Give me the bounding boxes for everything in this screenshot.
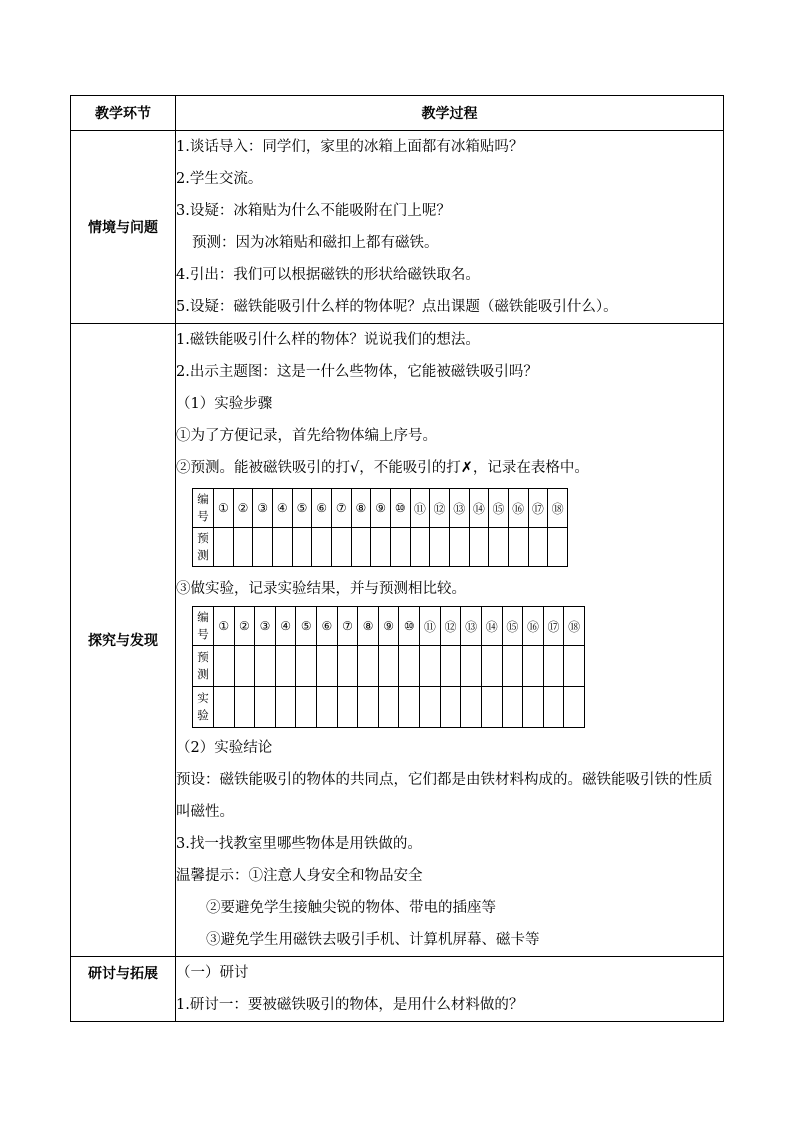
number-cell: ⑥ [317,607,338,646]
empty-cell [461,646,482,687]
text-line: ①为了方便记录，首先给物体编上序号。 [176,428,437,444]
empty-cell [358,646,379,687]
empty-cell [337,687,358,728]
number-cell: ④ [272,489,292,528]
text-line: ③避免学生用磁铁去吸引手机、计算机屏幕、磁卡等 [206,932,540,948]
empty-cell [214,646,235,687]
text-line: （一）研讨 [176,965,249,981]
empty-cell [234,646,255,687]
empty-cell [390,528,410,567]
empty-cell [489,528,509,567]
empty-cell [420,646,441,687]
empty-cell [253,528,273,567]
empty-cell [378,687,399,728]
number-cell: ⑨ [378,607,399,646]
number-cell: ⑩ [390,489,410,528]
empty-cell [399,646,420,687]
empty-cell [543,646,564,687]
number-cell: ⑮ [502,607,523,646]
section-content-explore [176,324,724,957]
section-name-explore: 探究与发现 [71,324,176,957]
empty-cell [255,687,276,728]
empty-cell [337,646,358,687]
empty-cell [233,528,253,567]
text-line: 1.谈话导入：同学们，家里的冰箱上面都有冰箱贴吗？ [176,139,524,155]
text-line: 3.设疑：冰箱贴为什么不能吸附在门上呢？ [176,203,451,219]
number-cell: ③ [255,607,276,646]
empty-cell [317,646,338,687]
number-cell: ⑱ [564,607,585,646]
empty-cell [378,646,399,687]
number-cell: ⑪ [420,607,441,646]
empty-cell [430,528,450,567]
empty-cell [275,687,296,728]
section-name-situation: 情境与问题 [71,131,176,324]
text-line: （1）实验步骤 [176,396,273,412]
table-row [193,607,585,646]
empty-cell [564,646,585,687]
header-process: 教学过程 [176,96,724,131]
row-label: 编号 [193,607,214,646]
number-cell: ⑤ [292,489,312,528]
text-line: ②预测。能被磁铁吸引的打√，不能吸引的打✗，记录在表格中。 [176,460,589,476]
text-line: 温馨提示：①注意人身安全和物品安全 [176,868,423,884]
empty-cell [543,687,564,728]
empty-cell [292,528,312,567]
empty-cell [461,687,482,728]
number-cell: ⑰ [528,489,548,528]
empty-cell [272,528,292,567]
number-cell: ⑯ [523,607,544,646]
number-cell: ⑮ [489,489,509,528]
number-cell: ④ [275,607,296,646]
number-cell: ⑪ [410,489,430,528]
number-cell: ⑱ [548,489,568,528]
text-line: ③做实验，记录实验结果，并与预测相比较。 [176,581,466,597]
row-label: 实验 [193,687,214,728]
number-cell: ⑭ [481,607,502,646]
text-line: ②要避免学生接触尖锐的物体、带电的插座等 [206,900,496,916]
empty-cell [508,528,528,567]
table-row [193,489,568,528]
empty-cell [399,687,420,728]
empty-cell [502,687,523,728]
number-cell: ③ [253,489,273,528]
text-line: 预测：因为冰箱贴和磁扣上都有磁铁。 [192,235,439,251]
text-line: 2.出示主题图：这是一什么些物体，它能被磁铁吸引吗？ [176,364,538,380]
empty-cell [449,528,469,567]
section-row-situation [71,131,724,324]
section-content-situation [176,131,724,324]
number-cell: ⑤ [296,607,317,646]
text-line: 5.设疑：磁铁能吸引什么样的物体呢？点出课题（磁铁能吸引什么）。 [176,299,618,315]
empty-cell [440,687,461,728]
number-cell: ⑫ [440,607,461,646]
number-cell: ⑭ [469,489,489,528]
number-cell: ⑰ [543,607,564,646]
row-label: 编号 [193,489,214,528]
empty-cell [469,528,489,567]
number-cell: ⑫ [430,489,450,528]
table-row [193,687,585,728]
prediction-table [192,488,568,567]
empty-cell [317,687,338,728]
text-line: 3.找一找教室里哪些物体是用铁做的。 [176,836,422,852]
empty-cell [296,687,317,728]
row-label: 预测 [193,646,214,687]
table-header-row [71,96,724,131]
empty-cell [371,528,391,567]
section-row-explore [71,324,724,957]
text-paragraph: 预设：磁铁能吸引的物体的共同点，它们都是由铁材料构成的。磁铁能吸引铁的性质叫磁性。 [176,772,713,820]
text-line: 2.学生交流。 [176,171,263,187]
empty-cell [523,687,544,728]
empty-cell [420,687,441,728]
empty-cell [502,646,523,687]
number-cell: ⑬ [449,489,469,528]
number-cell: ① [214,607,235,646]
number-cell: ① [214,489,234,528]
empty-cell [255,646,276,687]
number-cell: ⑬ [461,607,482,646]
empty-cell [296,646,317,687]
empty-cell [481,646,502,687]
text-line: 1.磁铁能吸引什么样的物体？说说我们的想法。 [176,332,480,348]
empty-cell [351,528,371,567]
section-content-discussion [176,957,724,1022]
empty-cell [481,687,502,728]
number-cell: ② [233,489,253,528]
row-label: 预测 [193,528,214,567]
number-cell: ⑦ [337,607,358,646]
number-cell: ② [234,607,255,646]
empty-cell [214,528,234,567]
header-stage: 教学环节 [71,96,176,131]
empty-cell [523,646,544,687]
table-row [193,646,585,687]
number-cell: ⑩ [399,607,420,646]
text-line: （2）实验结论 [176,740,273,756]
number-cell: ⑨ [371,489,391,528]
empty-cell [331,528,351,567]
section-row-discussion [71,957,724,1022]
experiment-table [192,606,585,728]
empty-cell [234,687,255,728]
text-line: 4.引出：我们可以根据磁铁的形状给磁铁取名。 [176,267,480,283]
empty-cell [528,528,548,567]
number-cell: ⑯ [508,489,528,528]
number-cell: ⑦ [331,489,351,528]
number-cell: ⑧ [351,489,371,528]
number-cell: ⑧ [358,607,379,646]
number-cell: ⑥ [312,489,332,528]
empty-cell [440,646,461,687]
empty-cell [312,528,332,567]
empty-cell [564,687,585,728]
table-row [193,528,568,567]
text-line: 1.研讨一：要被磁铁吸引的物体，是用什么材料做的？ [176,997,524,1013]
section-name-discussion: 研讨与拓展 [71,957,176,1022]
empty-cell [358,687,379,728]
lesson-plan-table [70,95,724,1022]
empty-cell [214,687,235,728]
empty-cell [548,528,568,567]
empty-cell [410,528,430,567]
empty-cell [275,646,296,687]
